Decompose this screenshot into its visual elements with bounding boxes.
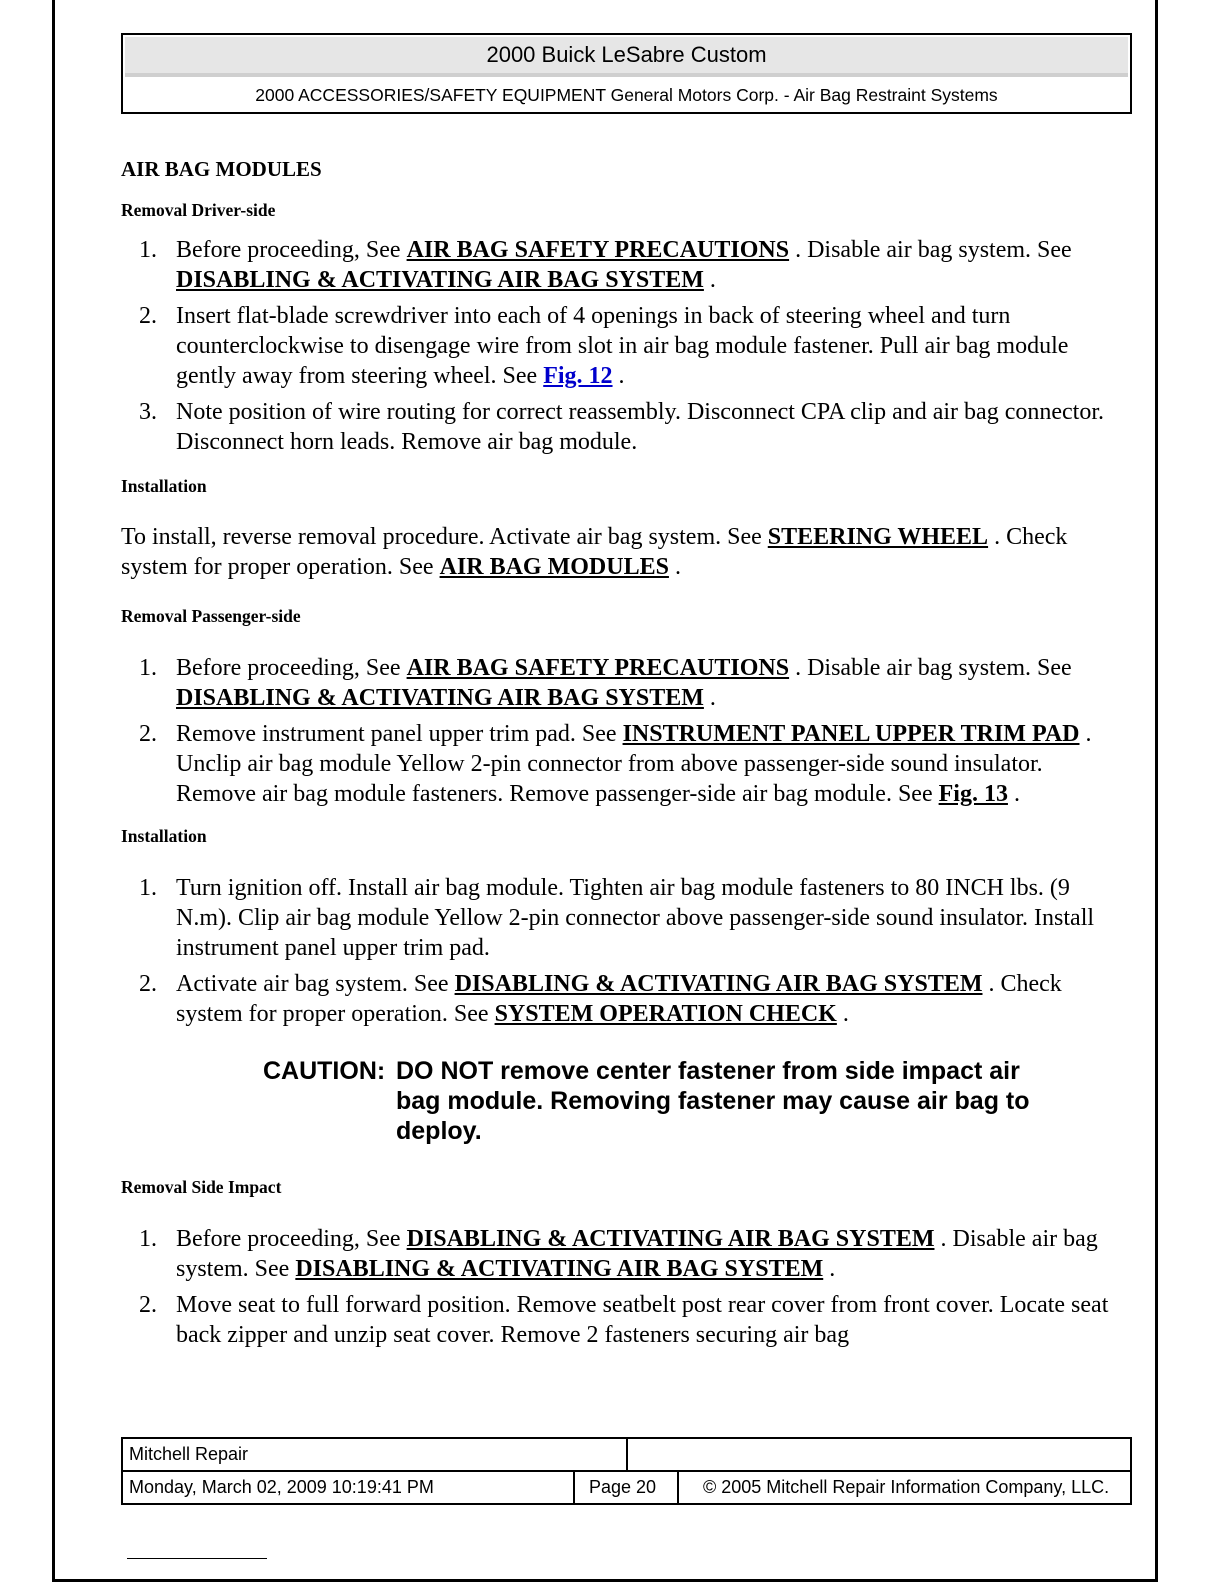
subheading-installation-driver: Installation: [121, 476, 207, 496]
link-disabling-activating[interactable]: DISABLING & ACTIVATING AIR BAG SYSTEM: [295, 1256, 824, 1282]
link-disabling-activating[interactable]: DISABLING & ACTIVATING AIR BAG SYSTEM: [406, 1226, 935, 1252]
link-system-operation-check[interactable]: SYSTEM OPERATION CHECK: [494, 1001, 837, 1027]
list-item: 1. Before proceeding, See DISABLING & ACTIVATING AIR BAG SYSTEM . Disable air bag system. See DISABLING & ACTIVATING AIR BAG SYSTEM .: [139, 1226, 1098, 1282]
removal-passenger-steps: [121, 653, 1121, 809]
link-disabling-activating[interactable]: DISABLING & ACTIVATING AIR BAG SYSTEM: [454, 971, 983, 997]
link-fig-13[interactable]: Fig. 13: [938, 781, 1008, 807]
section-title: AIR BAG MODULES: [121, 157, 322, 181]
subheading-removal-passenger: Removal Passenger-side: [121, 606, 301, 626]
link-disabling-activating[interactable]: DISABLING & ACTIVATING AIR BAG SYSTEM: [176, 267, 704, 293]
list-item: 3. Note position of wire routing for correct reassembly. Disconnect CPA clip and air bag connector. Disconnect horn leads. Remove air bag module.: [139, 399, 1104, 455]
list-item: 1. Before proceeding, See AIR BAG SAFETY PRECAUTIONS . Disable air bag system. See DISABLING & ACTIVATING AIR BAG SYSTEM .: [139, 237, 1072, 293]
list-item: 1. Before proceeding, See AIR BAG SAFETY PRECAUTIONS . Disable air bag system. See DISABLING & ACTIVATING AIR BAG SYSTEM .: [139, 655, 1072, 711]
link-instrument-panel-upper-trim-pad[interactable]: INSTRUMENT PANEL UPPER TRIM PAD: [622, 721, 1080, 747]
caution-note: [263, 1056, 1061, 1146]
link-disabling-activating[interactable]: DISABLING & ACTIVATING AIR BAG SYSTEM: [176, 685, 704, 711]
document-body: [121, 152, 1121, 1356]
removal-side-impact-steps: [121, 1224, 1121, 1350]
subheading-installation-passenger: Installation: [121, 826, 207, 846]
link-steering-wheel[interactable]: STEERING WHEEL: [767, 524, 989, 550]
link-air-bag-safety-precautions[interactable]: AIR BAG SAFETY PRECAUTIONS: [406, 655, 790, 681]
list-item: 1. Turn ignition off. Install air bag module. Tighten air bag module fasteners to 80 INCH lbs. (9 N.m). Clip air bag module Yellow 2-pin connector above passenger-side sound insulator. Install instrument panel upper trim pad.: [139, 875, 1095, 961]
installation-passenger-steps: [121, 873, 1121, 1029]
link-air-bag-modules[interactable]: AIR BAG MODULES: [439, 554, 669, 580]
document-footer: [121, 1437, 1132, 1505]
footer-date: Monday, March 02, 2009 10:19:41 PM: [123, 1472, 575, 1503]
caution-label: CAUTION:: [263, 1057, 386, 1085]
installation-driver-text: To install, reverse removal procedure. Activate air bag system. See STEERING WHEEL . Check system for proper operation. See AIR BAG MODULES .: [121, 524, 1068, 580]
removal-driver-steps: [121, 235, 1121, 457]
footer-company: Mitchell Repair: [123, 1439, 628, 1470]
list-item: 2. Insert flat-blade screwdriver into each of 4 openings in back of steering wheel and turn counterclockwise to disengage wire from slot in air bag module fastener. Pull air bag module gently away from steering wheel. See Fig. 12 .: [139, 303, 1069, 389]
document-header: [121, 33, 1132, 114]
vehicle-title: 2000 Buick LeSabre Custom: [125, 37, 1128, 73]
subheading-removal-side-impact: Removal Side Impact: [121, 1177, 282, 1197]
footer-copyright: © 2005 Mitchell Repair Information Company, LLC.: [703, 1477, 1110, 1497]
list-item: 2. Remove instrument panel upper trim pad. See INSTRUMENT PANEL UPPER TRIM PAD . Unclip air bag module Yellow 2-pin connector from above passenger-side sound insulator. Remove air bag module fasteners. Remove passenger-side air bag module. See Fig. 13 .: [139, 721, 1092, 807]
header-divider: [125, 73, 1128, 77]
list-item: 2. Activate air bag system. See DISABLING & ACTIVATING AIR BAG SYSTEM . Check system for proper operation. See SYSTEM OPERATION CHECK .: [139, 971, 1062, 1027]
footnote-rule: [127, 1558, 267, 1559]
link-air-bag-safety-precautions[interactable]: AIR BAG SAFETY PRECAUTIONS: [406, 237, 790, 263]
caution-text: DO NOT remove center fastener from side impact air bag module. Removing fastener may cause air bag to deploy.: [396, 1057, 1030, 1145]
footer-page-number: Page 20: [575, 1472, 679, 1503]
link-fig-12[interactable]: Fig. 12: [543, 363, 613, 389]
subheading-removal-driver: Removal Driver-side: [121, 200, 276, 220]
document-subtitle: 2000 ACCESSORIES/SAFETY EQUIPMENT General Motors Corp. - Air Bag Restraint Systems: [255, 85, 998, 105]
list-item: 2. Move seat to full forward position. Remove seatbelt post rear cover from front cover. Locate seat back zipper and unzip seat cover. Remove 2 fasteners securing air bag: [139, 1292, 1109, 1348]
